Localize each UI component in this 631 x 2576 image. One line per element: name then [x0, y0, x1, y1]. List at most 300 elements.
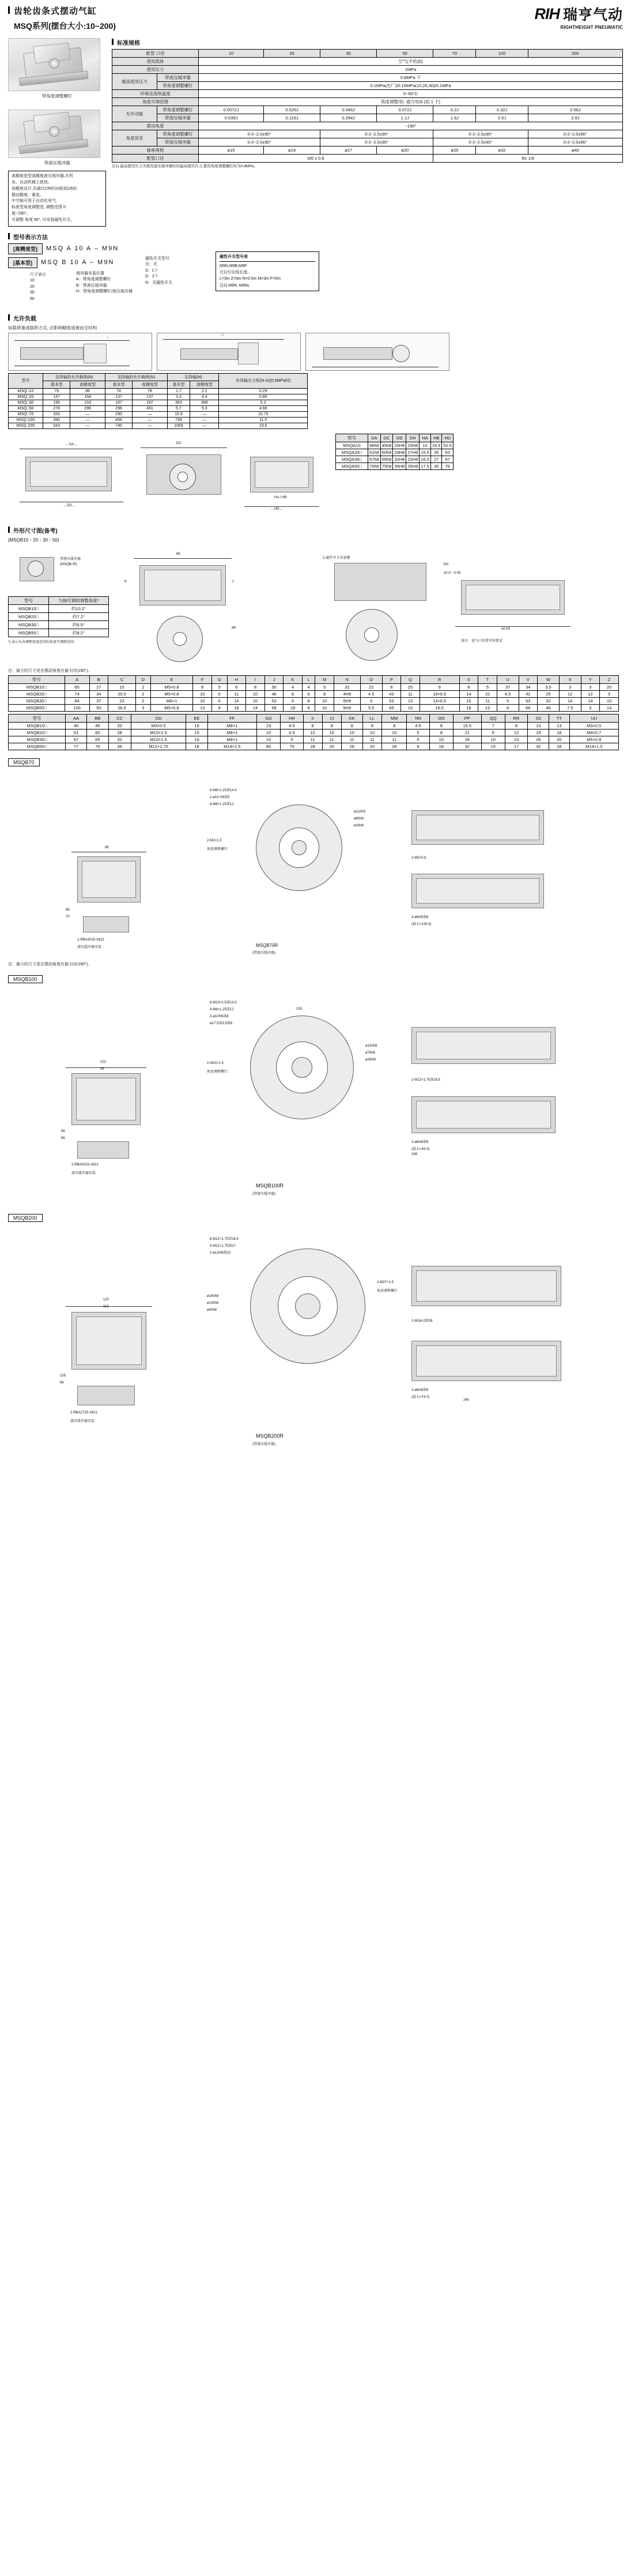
load-col-header: 基本型: [105, 381, 132, 388]
switch-model-table: [216, 251, 319, 291]
t1-h: F: [193, 675, 212, 683]
table-row: [9, 604, 109, 612]
t1-c: 6: [284, 690, 303, 697]
t1-c: 50: [89, 704, 108, 711]
model-note: D：2个: [145, 274, 158, 279]
t1-c: 25: [538, 690, 560, 697]
table-row: [9, 596, 109, 604]
table-row: [9, 400, 308, 405]
model-note: 缓冲器安装位置: [76, 271, 104, 276]
model-note: 20: [30, 284, 35, 289]
spec-value: 0.1MPa(出厂)/0.15MPa(10,20,30)/0.1MPa: [199, 82, 623, 90]
t1-c: 14: [246, 704, 265, 711]
t1-c: 37: [497, 683, 519, 690]
spec-value: 0-2~2.0±90°: [199, 130, 320, 138]
t1-c: M6×1: [150, 697, 193, 704]
t1-h: E: [150, 675, 193, 683]
table-row: [336, 442, 454, 449]
t1-c: 9: [420, 683, 459, 690]
msqb70-drawing: [8, 770, 619, 960]
spec-value: 0.0072J: [199, 106, 264, 114]
dim-label: 105: [60, 1374, 66, 1378]
t2-c: 4.5: [407, 722, 429, 729]
t1-h: C: [108, 675, 136, 683]
table-row: [9, 722, 619, 729]
t1-h: Q: [401, 675, 420, 683]
t2-c: 10: [481, 736, 505, 743]
t1-c: 8: [246, 683, 265, 690]
msqb70-caption-sub: (带液压缓冲器): [252, 951, 275, 955]
t2-h: FF: [207, 714, 256, 722]
table-row: [9, 690, 619, 697]
note-label: 角度调整螺钉: [207, 1070, 228, 1074]
dims-col-header: 型号: [336, 434, 368, 442]
spec-value: 0.8MPa 下: [199, 74, 623, 82]
t1-c: 11: [401, 690, 420, 697]
section-msqb70-label: MSQB70: [8, 758, 40, 766]
model-type-hp-label: [高精度型]: [8, 243, 43, 254]
load-cell: 738: [167, 417, 190, 423]
t2-c: 4.5: [281, 722, 303, 729]
t2-c: 65: [87, 736, 108, 743]
t1-c: 4: [302, 683, 315, 690]
t2-h: NN: [407, 714, 429, 722]
t1-c: 18: [284, 704, 303, 711]
t1-c: 58: [265, 704, 284, 711]
model-note: H：带角度调整螺钉/液压缓冲器: [76, 289, 133, 294]
t1-c: 15: [108, 683, 136, 690]
load-cell: 197: [133, 400, 167, 405]
t2-c: 10: [256, 729, 280, 736]
dims-cell: MSQA10: [336, 442, 368, 449]
load-cell: 368: [190, 400, 219, 405]
t2-c: 10: [322, 729, 341, 736]
t1-c: 5: [212, 683, 228, 690]
load-diagrams: [8, 333, 623, 371]
load-cell: 1.7: [167, 388, 190, 394]
t2-c: M14×1.5: [207, 743, 256, 750]
t1-h: P: [382, 675, 401, 683]
note-label: 2-ø10 H9深5: [210, 795, 230, 799]
dimensions-table: [335, 434, 454, 470]
spec-value: 空气(不给油): [199, 58, 623, 66]
t2-c: 15: [186, 729, 207, 736]
note-label: 2-RBA2015-X821: [77, 938, 105, 942]
note-label: 2-RBA2015-X821: [71, 1163, 99, 1167]
dims-cell: 30: [430, 462, 442, 469]
dim-label: 95: [100, 1067, 104, 1071]
t1-c: 12: [581, 690, 600, 697]
spec-size-header: 20: [263, 50, 320, 58]
t1-c: 18: [459, 704, 478, 711]
spec-value: 0.294J: [320, 114, 377, 122]
t2-c: 10: [256, 736, 280, 743]
note-label: 2-ø8H9深8: [411, 1388, 429, 1392]
t1-c: 2: [136, 683, 150, 690]
t1-c: 5: [478, 683, 497, 690]
t2-h: DD: [131, 714, 186, 722]
load-cell: 11.5: [219, 417, 308, 423]
dims-cell: 35H8: [393, 462, 406, 469]
t1-h: M: [315, 675, 334, 683]
t1-h: U: [497, 675, 519, 683]
note-label: 2-M5×0.8: [411, 856, 426, 860]
note-label: ø80h8: [354, 817, 364, 821]
t1-c: 84: [65, 697, 89, 704]
load-group-header: 支持轴的允许载荷(N): [43, 373, 105, 381]
t1-c: 2: [136, 690, 150, 697]
note-label: (最大=134.3): [411, 922, 432, 926]
dim-label: 86: [61, 1129, 65, 1133]
t1-c: 46: [538, 704, 560, 711]
t2-c: 9: [481, 729, 505, 736]
t2-c: 11: [341, 736, 362, 743]
model-note: A：带角度调整螺钉: [76, 277, 111, 282]
t1-h: G: [212, 675, 228, 683]
t1-c: 10: [193, 697, 212, 704]
load-cell: 3.3: [167, 394, 190, 400]
outline-drawings-1: [8, 546, 623, 667]
t2-c: 8: [505, 722, 527, 729]
t1-c: 7.5: [559, 704, 581, 711]
t1-c: 5H9: [334, 704, 360, 711]
t2-h: AA: [66, 714, 87, 722]
t2-c: 11: [381, 736, 406, 743]
switch-line: 注2) M9N, M9NL: [220, 283, 250, 288]
spec-value: 0.32J: [476, 106, 528, 114]
t2-c: 40: [66, 722, 87, 729]
t2-c: 8: [362, 722, 381, 729]
model-type-basic-label: [基本型]: [8, 257, 37, 268]
spec-value: 0.2J: [433, 106, 476, 114]
dims-col-header: DC: [380, 434, 393, 442]
brand-name-cn: 瑞亨气动: [562, 7, 623, 23]
spec-label: 角度可调范围: [112, 98, 199, 106]
load-group-header: 支持轴的允许载荷(N): [105, 373, 167, 381]
adj-cell: 约7.2°: [49, 612, 109, 621]
t2-h: KK: [341, 714, 362, 722]
specs-section: [8, 38, 623, 227]
dim-label: 113: [103, 1304, 109, 1308]
t2-c: 12: [505, 729, 527, 736]
t1-h: O: [360, 675, 382, 683]
model-note: S：1个: [145, 268, 158, 273]
dims-cell: 65h8: [380, 456, 393, 462]
t2-c: M10×1.5: [131, 729, 186, 736]
spec-label: 使用流体: [112, 58, 199, 66]
t1-c: 18: [227, 704, 246, 711]
t1-c: 6: [302, 690, 315, 697]
load-cell: 543: [43, 423, 70, 428]
note-label: 8-M8×1.25深14.5: [210, 788, 237, 792]
note-label: 2-M2×1.5: [207, 838, 222, 843]
t1-c: 34: [519, 683, 538, 690]
note-label: 2-M12×1.75深18.5: [411, 1078, 440, 1082]
t1-c: 8: [212, 704, 228, 711]
spec-value: 1.6J: [433, 114, 476, 122]
t2-h: QQ: [481, 714, 505, 722]
feature-item: 可调整 角度 90°, 可安装磁性开关。: [12, 217, 75, 222]
t2-c: 8: [381, 722, 406, 729]
spec-label: 使用压力: [112, 66, 199, 74]
spec-label: 轴承规格: [112, 146, 199, 155]
table-row: [112, 82, 623, 90]
t1-c: M5×0.8: [150, 690, 193, 697]
load-cell: 233: [70, 400, 105, 405]
t2-h: EE: [186, 714, 207, 722]
dims-cell: 60h8: [380, 449, 393, 456]
t2-c: 18: [186, 743, 207, 750]
t1-c: 65: [382, 704, 401, 711]
t1-c: 11: [478, 697, 497, 704]
spec-value: 0.025J: [263, 106, 320, 114]
spec-size-header: 10: [199, 50, 264, 58]
load-cell: 363: [167, 400, 190, 405]
dims-cell: 27H8: [406, 449, 420, 456]
t2-c: MSQB30□: [9, 736, 66, 743]
note-label: ø140h8: [207, 1301, 219, 1305]
model-note: 尺寸表示: [30, 272, 46, 277]
note-label: 4-M8×1.25深12: [210, 802, 234, 806]
load-diagram-1: ↓: [8, 333, 152, 371]
t2-c: 20: [362, 743, 381, 750]
t1-c: 8: [193, 683, 212, 690]
t1-c: 4: [284, 683, 303, 690]
t2-c: 28: [303, 743, 322, 750]
t2-c: 8: [303, 722, 322, 729]
spec-value: 0.072J: [377, 106, 433, 114]
t2-c: 20: [322, 743, 341, 750]
load-cell: MSQ□10: [9, 388, 43, 394]
feature-list: [8, 171, 106, 227]
adj-cell: 约10.2°: [49, 604, 109, 612]
spec-value: 5~60°C: [199, 90, 623, 98]
table-row: [9, 629, 109, 637]
t2-c: 18: [429, 743, 453, 750]
t2-c: MSQB20□: [9, 729, 66, 736]
specification-table: [112, 49, 623, 163]
t1-c: 3: [581, 683, 600, 690]
model-note: 30: [30, 291, 35, 295]
dims-col-header: HB: [430, 434, 442, 442]
load-cell: 74: [105, 388, 132, 394]
t2-c: 21: [453, 729, 481, 736]
msqb200-drawing: [8, 1225, 619, 1456]
outline-view-iso: 带液压缓冲器 (MSQB□R): [8, 546, 112, 592]
dims-cell: 75h8: [380, 462, 393, 469]
note-label: 4-M12×1.75深17: [210, 1244, 236, 1248]
model-note: 磁性开关型号: [145, 256, 169, 261]
table-row: [112, 50, 623, 58]
note-label: 2-ø6H9深8: [411, 1140, 429, 1144]
brand-block: [534, 3, 623, 30]
spec-value: 2.9J: [528, 114, 622, 122]
note-label: 角度调整螺钉: [207, 847, 228, 851]
spec-value: 0-2~2.5±90°: [433, 130, 528, 138]
spec-sublabel: 带角度调整螺钉: [157, 130, 199, 138]
dim-label: 240: [463, 1398, 470, 1402]
table-row: [9, 621, 109, 629]
model-code-basic: MSQ B 10 A – M9N: [41, 259, 115, 266]
t2-h: 型号: [9, 714, 66, 722]
dims-col-header: DH: [406, 434, 420, 442]
dims-cell: 10: [420, 442, 431, 449]
load-col-header: 高精度型: [190, 381, 219, 388]
load-cell: 19.6: [219, 423, 308, 428]
page-title: 齿轮齿条式摆动气缸: [8, 5, 116, 17]
t1-c: MSQB20□: [9, 690, 65, 697]
t1-c: 4.5: [497, 690, 519, 697]
msqb100-drawing: [8, 987, 619, 1206]
photo-caption-2: 带液压缓冲器: [44, 160, 70, 166]
t1-c: MSQB30□: [9, 697, 65, 704]
note-label: 2-M16×2深26: [411, 1319, 433, 1323]
t2-h: RR: [505, 714, 527, 722]
load-group-header: 支持轴(N): [167, 373, 219, 381]
t1-c: 53: [519, 697, 538, 704]
t1-c: 20.5: [108, 690, 136, 697]
t1-c: 43: [382, 690, 401, 697]
table-row: [9, 675, 619, 683]
dims-cell: 20H8: [393, 442, 406, 449]
spec-value: 0-2~2.5±90°: [320, 130, 433, 138]
t1-c: 4H9: [334, 690, 360, 697]
spec-value: 1MPa: [199, 66, 623, 74]
load-cell: MSQ□100: [9, 417, 43, 423]
t2-h: II: [303, 714, 322, 722]
t2-c: 10: [362, 729, 381, 736]
load-cell: 79: [43, 388, 70, 394]
note-label: 液压缓冲器安装: [71, 1171, 96, 1175]
t1-c: 13: [401, 697, 420, 704]
t1-c: 14: [600, 704, 619, 711]
t2-c: 5: [281, 736, 303, 743]
note-label: ø100h9: [365, 1044, 377, 1048]
table-row: [336, 456, 454, 462]
t1-c: 25: [401, 683, 420, 690]
t1-c: 14: [559, 697, 581, 704]
t1-h: X: [559, 675, 581, 683]
t1-c: 34: [89, 690, 108, 697]
t1-h: 型号: [9, 675, 65, 683]
t2-c: 13: [528, 722, 549, 729]
section-msqb200-label: MSQB200: [8, 1214, 43, 1222]
load-cell: 137: [105, 394, 132, 400]
t1-c: 30: [265, 683, 284, 690]
msqb100-caption-sub: (带液压缓冲器): [252, 1192, 275, 1196]
t1-c: 6: [212, 697, 228, 704]
t2-c: M14×1.5: [569, 743, 619, 750]
spec-value: ~190°: [199, 122, 623, 130]
dims-cell: 63: [442, 449, 454, 456]
t1-h: D: [136, 675, 150, 683]
load-col-header: 型号: [9, 373, 43, 388]
load-cell: —: [70, 411, 105, 417]
t2-c: 13: [505, 736, 527, 743]
outline-view-side: 2-磁性开关安装槽 DA ±0.0⋯0.05 ±0.04 备注：进气口位置可按要求: [311, 546, 611, 667]
adj-col-header: 与轴可调的调整角度*: [49, 596, 109, 604]
t1-c: 6: [497, 704, 519, 711]
t2-c: 11: [303, 736, 322, 743]
spec-value: ø19: [263, 146, 320, 155]
note-label: ø26h8: [354, 823, 364, 828]
dims-cell: 45h8: [380, 442, 393, 449]
msqb70-note-star: 注：最大的尺寸是在摆动角度在最大时(190°)。: [8, 962, 92, 967]
t2-c: 80: [256, 743, 280, 750]
load-cell: 456: [105, 417, 132, 423]
load-col-header: 基本型: [167, 381, 190, 388]
t2-h: SS: [528, 714, 549, 722]
load-cell: 10.75: [219, 411, 308, 417]
t1-c: 2: [136, 697, 150, 704]
table-row: [336, 434, 454, 442]
t2-c: MSQB10□: [9, 722, 66, 729]
t1-c: 15: [401, 704, 420, 711]
note-label: ø78h8: [365, 1051, 376, 1055]
t1-c: 12: [559, 690, 581, 697]
t1-c: 5H9: [334, 697, 360, 704]
t1-c: 8: [302, 704, 315, 711]
t2-c: 32: [108, 736, 131, 743]
t1-h: Z: [600, 675, 619, 683]
t2-c: M12×1.75: [131, 743, 186, 750]
dim-label: 130: [296, 1007, 303, 1011]
load-cell: 0.29: [219, 388, 308, 394]
model-note: 10: [30, 279, 35, 283]
note-label: ø17.5深3.5深8: [210, 1021, 233, 1025]
t2-h: CC: [108, 714, 131, 722]
table-row: [336, 449, 454, 456]
adjust-angle-table: [8, 596, 109, 637]
dims-cell: 26H8: [406, 462, 420, 469]
load-cell: 4.4: [190, 394, 219, 400]
table-row: [9, 743, 619, 750]
dims-col-header: HA: [420, 434, 431, 442]
t2-c: 20: [549, 736, 569, 743]
t1-c: 23: [108, 697, 136, 704]
dims-cell: 17.5: [420, 462, 431, 469]
t2-h: GG: [256, 714, 280, 722]
t1-c: 8: [382, 683, 401, 690]
dim-label: 86: [105, 845, 109, 849]
switch-line: L=3m Z=5m N=0.5m M=3m F=5m: [220, 277, 281, 281]
dims-cell: 22H8: [406, 456, 420, 462]
note-label: 2-RBA2725-X821: [70, 1411, 98, 1415]
t1-c: 8: [459, 683, 478, 690]
t1-h: S: [459, 675, 478, 683]
note-label: 2-M20×1.5: [207, 1061, 224, 1065]
adj-cell: MSQB50□: [9, 629, 49, 637]
t2-c: M10×1.5: [131, 736, 186, 743]
t1-c: 32: [538, 697, 560, 704]
load-col-header: 基本型: [43, 381, 70, 388]
t1-c: 13×6.5: [420, 697, 459, 704]
t2-h: BB: [87, 714, 108, 722]
specs-note: 注1) 最高使用压力为使用液压缓冲器时的最高使用压力,使用角度调整螺钉时为0.8MPa。: [112, 164, 258, 168]
spec-value: Rc 1/8: [433, 155, 623, 163]
table-row: [112, 74, 623, 82]
dims-cell: 18.5: [430, 442, 442, 449]
table-row: [9, 423, 308, 428]
spec-value: 0-2~2.0±90°: [199, 138, 320, 146]
load-cell: MSQ□30: [9, 400, 43, 405]
load-cell: 78: [133, 388, 167, 394]
dim-label: 70: [66, 915, 70, 919]
t1-h: Y: [581, 675, 600, 683]
t2-c: 19: [186, 722, 207, 729]
note-label: (最大=34.3): [411, 1147, 430, 1151]
t1-c: 11: [227, 690, 246, 697]
